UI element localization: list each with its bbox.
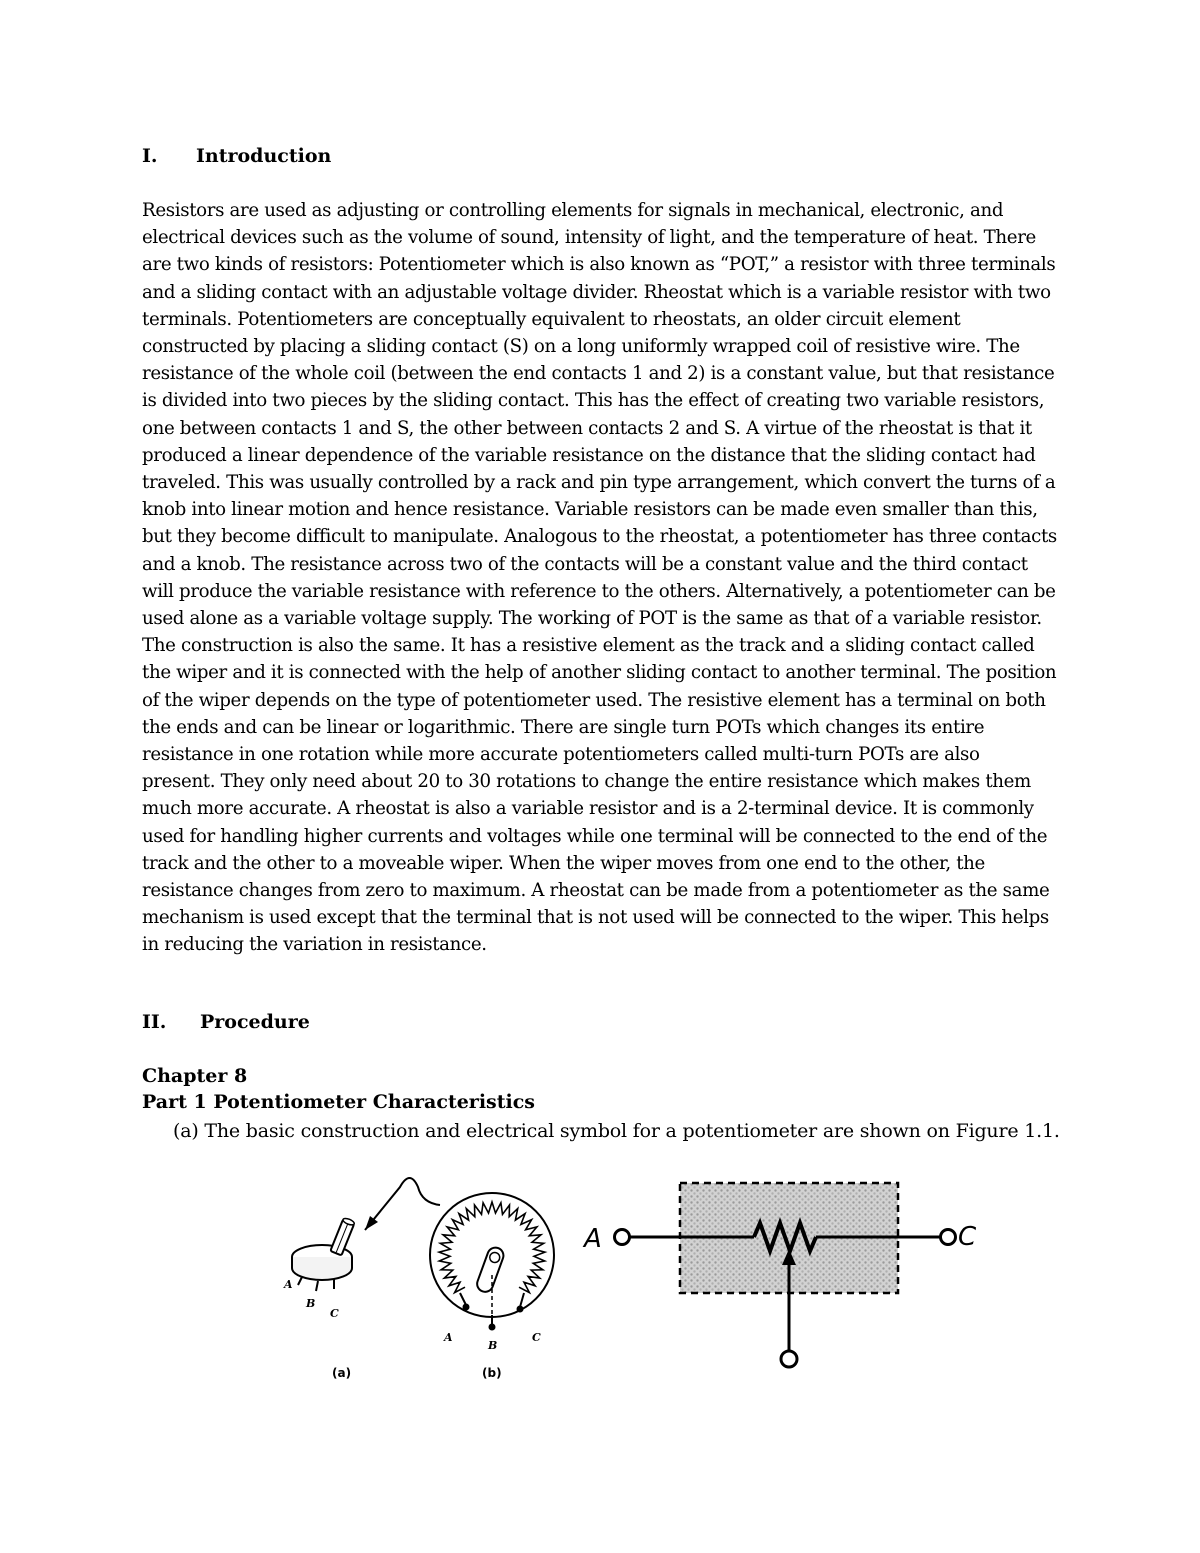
terminal-label-a: A xyxy=(284,1278,293,1291)
terminal-label-a: A xyxy=(444,1331,453,1344)
caption-a: (a) xyxy=(332,1366,352,1380)
potentiometer-schematic-symbol xyxy=(615,1183,956,1367)
terminal-label-c: C xyxy=(330,1307,339,1320)
section-heading-procedure xyxy=(142,1010,310,1034)
potentiometer-figure xyxy=(270,1165,1030,1395)
terminal-label-c: C xyxy=(532,1331,541,1344)
procedure-step-a: (a) The basic construction and electrical symbol for a potentiometer are shown on Figure 1.1. xyxy=(173,1120,1060,1142)
section-heading-introduction xyxy=(142,144,331,168)
section-number: I. xyxy=(142,145,158,167)
symbol-terminal-c: C xyxy=(958,1222,977,1252)
terminal-label-b: B xyxy=(488,1339,498,1352)
introduction-paragraph: Resistors are used as adjusting or controlling elements for signals in mechanical, electronic, and electrical devices such as the volume of sound, intensity of light, and the temperature of heat. There are two kinds of resistors: Potentiometer which is also known as “POT,” a resistor with three terminals and a sliding contact with an adjustable voltage divider. Rheostat which is a variable resistor with two terminals. Potentiometers are conceptually equivalent to rheostats, an older circuit element constructed by placing a sliding contact (S) on a long uniformly wrapped coil of resistive wire. The resistance of the whole coil (between the end contacts 1 and 2) is a constant value, but that resistance is divided into two pieces by the sliding contact. This has the effect of creating two variable resistors, one between contacts 1 and S, the other between contacts 2 and S. A virtue of the rheostat is that it produced a linear dependence of the variable resistance on the distance that the sliding contact had traveled. This was usually controlled by a rack and pin type arrangement, which convert the turns of a knob into linear motion and hence resistance. Variable resistors can be made even smaller than this, but they become difficult to manipulate. Analogous to the rheostat, a potentiometer has three contacts and a knob. The resistance across two of the contacts will be a constant value and the third contact will produce the variable resistance with reference to the others. Alternatively, a potentiometer can be used alone as a variable voltage supply. The working of POT is the same as that of a variable resistor. The construction is also the same. It has a resistive element as the track and a sliding contact called the wiper and it is connected with the help of another sliding contact to another terminal. The position of the wiper depends on the type of potentiometer used. The resistive element has a terminal on both the ends and can be linear or logarithmic. There are single turn POTs which changes its entire resistance in one rotation while more accurate potentiometers called multi-turn POTs are also present. They only need about 20 to 30 rotations to change the entire resistance which makes them much more accurate. A rheostat is also a variable resistor and is a 2-terminal device. It is commonly used for handling higher currents and voltages while one terminal will be connected to the end of the track and the other to a moveable wiper. When the wiper moves from one end to the other, the resistance changes from zero to maximum. A rheostat can be made from a potentiometer as the same mechanism is used except that the terminal that is not used will be connected to the wiper. This helps in reducing the variation in resistance. xyxy=(142,200,1057,956)
section-title: Procedure xyxy=(200,1011,310,1033)
section-number: II. xyxy=(142,1011,167,1033)
part-heading: Part 1 Potentiometer Characteristics xyxy=(142,1091,535,1113)
potentiometer-perspective-drawing xyxy=(292,1178,440,1291)
caption-b: (b) xyxy=(482,1366,502,1380)
terminal-label-b: B xyxy=(306,1297,316,1310)
chapter-heading: Chapter 8 xyxy=(142,1065,248,1087)
figure-drawing xyxy=(270,1165,1030,1395)
symbol-terminal-a: A xyxy=(584,1224,602,1254)
potentiometer-internal-drawing xyxy=(430,1193,554,1331)
section-title: Introduction xyxy=(196,145,332,167)
